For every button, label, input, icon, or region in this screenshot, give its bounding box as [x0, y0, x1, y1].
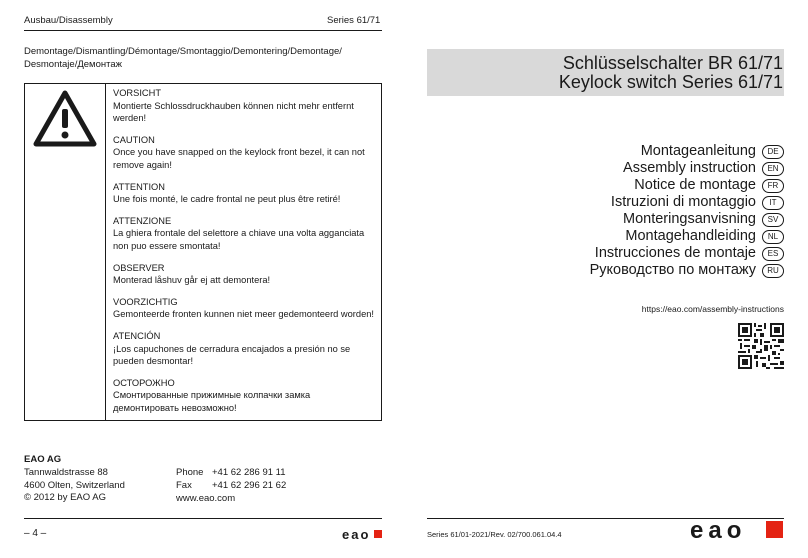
warning-heading: VORSICHT	[113, 88, 162, 98]
language-label: Montageanleitung	[640, 143, 756, 159]
warning-triangle-icon	[33, 90, 97, 148]
header-divider	[24, 30, 382, 31]
language-item-it[interactable]	[590, 194, 784, 211]
language-code-badge: FR	[762, 179, 784, 193]
eao-logo-square-small	[374, 530, 382, 538]
page-number: – 4 –	[24, 528, 47, 539]
warning-sv	[113, 262, 377, 287]
eao-logo-square-large	[766, 521, 783, 538]
language-list	[590, 143, 784, 279]
language-code-badge: ES	[762, 247, 784, 261]
warning-it	[113, 215, 377, 253]
phone-label: Phone	[176, 467, 204, 478]
phone-number[interactable]: +41 62 286 91 11	[212, 467, 286, 478]
fax-label: Fax	[176, 479, 192, 491]
language-item-en[interactable]	[590, 160, 784, 177]
warning-body: Montierte Schlossdruckhauben können nicht mehr entfernt werden!	[113, 100, 354, 124]
dismantling-title: Demontage/Dismantling/Démontage/Smontaggio/Demontering/Demontage/ Desmontaje/Демонтаж	[24, 46, 342, 70]
language-label: Notice de montage	[634, 177, 756, 193]
title-english: Keylock switch Series 61/71	[558, 72, 783, 92]
language-item-fr[interactable]	[590, 177, 784, 194]
language-item-sv[interactable]	[590, 211, 784, 228]
document-series-reference: Series 61/01-2021/Rev. 02/700.061.04.4	[427, 530, 562, 539]
language-code-badge: SV	[762, 213, 784, 227]
warning-fr	[113, 181, 377, 206]
eao-logo-small: eao	[342, 527, 371, 542]
company-city: 4600 Olten, Switzerland	[24, 479, 125, 491]
language-code-badge: NL	[762, 230, 784, 244]
warning-heading: OBSERVER	[113, 262, 165, 273]
warning-texts	[113, 87, 377, 423]
language-label: Istruzioni di montaggio	[610, 194, 756, 210]
eao-logo-large: eao	[690, 517, 747, 544]
warning-heading: ОСТОРОЖНО	[113, 377, 175, 388]
warning-heading: CAUTION	[113, 134, 155, 145]
warning-de	[113, 87, 377, 125]
warning-heading: ATTENZIONE	[113, 215, 172, 226]
warning-body: ¡Los capuchones de cerradura encajados a presión no se pueden desmontar!	[113, 343, 351, 367]
warning-body: Gemonteerde fronten kunnen niet meer gedemonteerd worden!	[113, 309, 374, 320]
fax-number: +41 62 296 21 62	[212, 479, 287, 491]
website-link[interactable]: www.eao.com	[176, 492, 236, 504]
header-series-label: Series 61/71	[327, 15, 381, 26]
warning-heading: VOORZICHTIG	[113, 296, 178, 307]
header-section-label: Ausbau/Disassembly	[24, 15, 113, 26]
warning-body: Смонтированные прижимные колпачки замка демонтировать невозможно!	[113, 390, 311, 413]
qr-code-icon[interactable]	[738, 323, 784, 369]
company-address	[24, 454, 125, 505]
warning-body: La ghiera frontale del selettore a chiave una volta agganciata non puo essere smontata!	[113, 228, 365, 251]
language-label: Instrucciones de montaje	[594, 245, 756, 261]
warning-ru	[113, 377, 377, 415]
language-item-es[interactable]	[590, 245, 784, 262]
language-item-ru[interactable]	[590, 262, 784, 279]
warning-body: Une fois monté, le cadre frontal ne peut plus être retiré!	[113, 194, 341, 205]
language-item-de[interactable]	[590, 143, 784, 160]
warning-icon-cell	[25, 84, 106, 420]
language-code-badge: RU	[762, 264, 784, 278]
company-contact	[176, 467, 286, 505]
company-street: Tannwaldstrasse 88	[24, 466, 108, 478]
warning-nl	[113, 296, 377, 321]
warning-es	[113, 330, 377, 368]
language-code-badge: IT	[762, 196, 784, 210]
language-code-badge: EN	[762, 162, 784, 176]
language-code-badge: DE	[762, 145, 784, 159]
warning-body: Monterad låshuv går ej att demontera!	[113, 275, 271, 286]
warning-heading: ATENCIÓN	[113, 330, 161, 341]
company-copyright: © 2012 by EAO AG	[24, 492, 106, 504]
language-item-nl[interactable]	[590, 228, 784, 245]
warning-en	[113, 134, 377, 172]
language-label: Assembly instruction	[623, 160, 756, 176]
language-label: Monteringsanvisning	[623, 211, 756, 227]
title-german: Schlüsselschalter BR 61/71	[562, 53, 783, 73]
footer-divider-left	[24, 518, 382, 519]
warning-body: Once you have snapped on the keylock front bezel, it can not remove again!	[113, 147, 365, 170]
assembly-instructions-url[interactable]: https://eao.com/assembly-instructions	[641, 304, 784, 314]
language-label: Руководство по монтажу	[589, 262, 756, 278]
warning-heading: ATTENTION	[113, 181, 165, 192]
company-name: EAO AG	[24, 454, 62, 465]
language-label: Montagehandleiding	[625, 228, 756, 244]
